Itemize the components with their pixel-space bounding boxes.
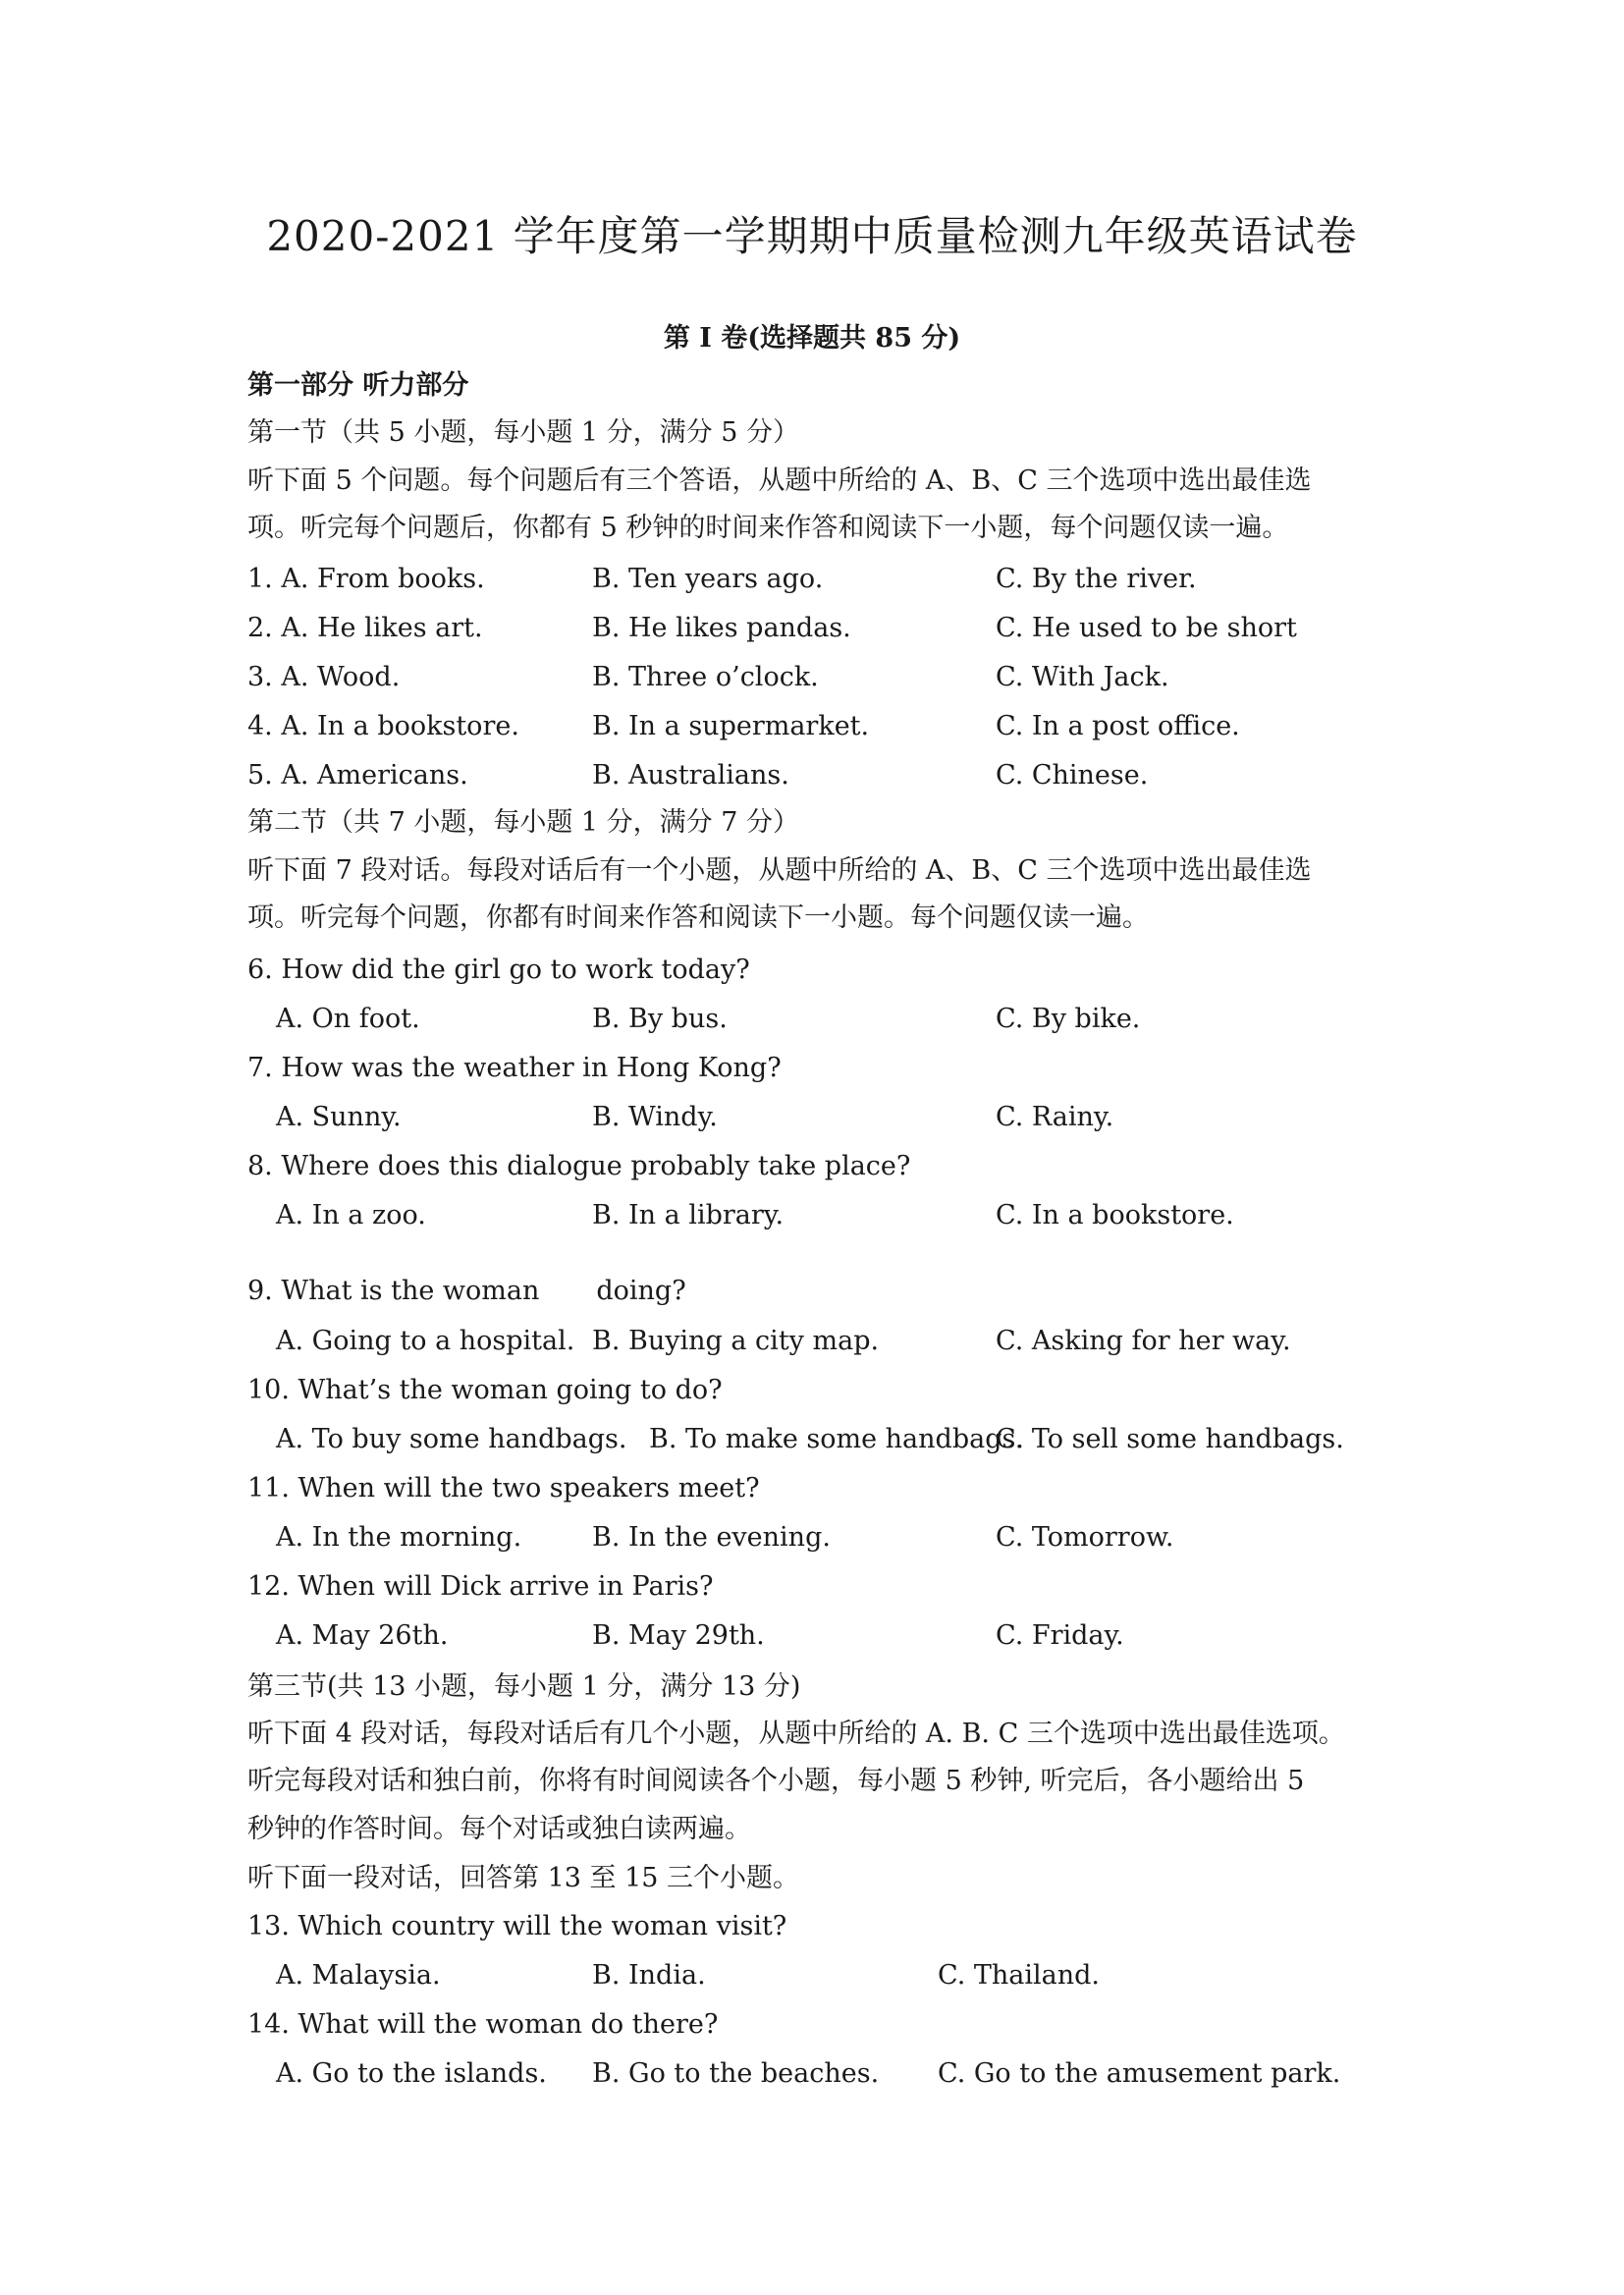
q9-option-b: B. Buying a city map. [592, 1326, 880, 1356]
q9-option-c: C. Asking for her way. [996, 1326, 1291, 1356]
q11-option-b: B. In the evening. [592, 1522, 831, 1553]
section3-instruction: 听下面一段对话，回答第 13 至 15 三个小题。 [247, 1863, 800, 1893]
q2-option-c: C. He used to be short [996, 613, 1297, 643]
q11-option-c: C. Tomorrow. [996, 1522, 1174, 1553]
q10-option-a: A. To buy some handbags. [276, 1424, 627, 1454]
q13-option-a: A. Malaysia. [276, 1960, 441, 1991]
q1-option-a: 1. A. From books. [247, 564, 485, 594]
section2-instruction: 听下面 7 段对话。每段对话后有一个小题，从题中所给的 A、B、C 三个选项中选出最佳选 [247, 855, 1312, 886]
q14-option-a: A. Go to the islands. [276, 2058, 547, 2089]
q9-stem-part: doing? [596, 1276, 686, 1306]
q4-option-a: 4. A. In a bookstore. [247, 711, 519, 741]
exam-title: 2020-2021 学年度第一学期期中质量检测九年级英语试卷 [266, 212, 1358, 260]
q2-option-a: 2. A. He likes art. [247, 613, 483, 643]
q5-option-b: B. Australians. [592, 760, 789, 791]
section3-instruction: 听下面 4 段对话，每段对话后有几个小题，从题中所给的 A. B. C 三个选项中选出最佳选项。 [247, 1719, 1345, 1749]
q8-stem: 8. Where does this dialogue probably take place? [247, 1151, 911, 1181]
section3-heading: 第三节(共 13 小题，每小题 1 分，满分 13 分) [247, 1671, 801, 1702]
section3-instruction: 听完每段对话和独白前，你将有时间阅读各个小题，每小题 5 秒钟, 听完后，各小题给出 5 [247, 1766, 1305, 1796]
section2-instruction: 项。听完每个问题，你都有时间来作答和阅读下一小题。每个问题仅读一遍。 [247, 902, 1149, 933]
q1-option-b: B. Ten years ago. [592, 564, 824, 594]
q5-option-a: 5. A. Americans. [247, 760, 468, 791]
q4-option-b: B. In a supermarket. [592, 711, 870, 741]
q10-option-c: C. To sell some handbags. [996, 1424, 1344, 1454]
q10-option-b: B. To make some handbags. [649, 1424, 1024, 1454]
q8-option-a: A. In a zoo. [276, 1200, 426, 1230]
q6-option-b: B. By bus. [592, 1004, 728, 1034]
q14-option-c: C. Go to the amusement park. [938, 2058, 1341, 2089]
q9-stem [247, 1276, 686, 1306]
q12-option-c: C. Friday. [996, 1620, 1124, 1651]
section3-instruction: 秒钟的作答时间。每个对话或独白读两遍。 [247, 1814, 751, 1844]
part-heading: 第一部分 听力部分 [247, 370, 469, 401]
q12-stem: 12. When will Dick arrive in Paris? [247, 1571, 714, 1602]
q4-option-c: C. In a post office. [996, 711, 1240, 741]
q1-option-c: C. By the river. [996, 564, 1197, 594]
volume-heading: 第 I 卷(选择题共 85 分) [663, 323, 961, 354]
q13-option-c: C. Thailand. [938, 1960, 1100, 1991]
q14-stem: 14. What will the woman do there? [247, 2009, 719, 2040]
q7-option-a: A. Sunny. [276, 1102, 402, 1132]
section1-instruction: 项。听完每个问题后，你都有 5 秒钟的时间来作答和阅读下一小题，每个问题仅读一遍。 [247, 513, 1289, 543]
q8-option-c: C. In a bookstore. [996, 1200, 1234, 1230]
q7-option-b: B. Windy. [592, 1102, 718, 1132]
q9-option-a: A. Going to a hospital. [276, 1326, 575, 1356]
q13-stem: 13. Which country will the woman visit? [247, 1911, 787, 1941]
section1-instruction: 听下面 5 个问题。每个问题后有三个答语，从题中所给的 A、B、C 三个选项中选出最佳选 [247, 465, 1312, 496]
q8-option-b: B. In a library. [592, 1200, 785, 1230]
q6-option-a: A. On foot. [276, 1004, 420, 1034]
q2-option-b: B. He likes pandas. [592, 613, 851, 643]
q3-option-a: 3. A. Wood. [247, 662, 401, 692]
q7-option-c: C. Rainy. [996, 1102, 1114, 1132]
q9-stem-part: 9. What is the woman [247, 1276, 540, 1306]
section2-heading: 第二节（共 7 小题，每小题 1 分，满分 7 分） [247, 807, 800, 838]
q14-option-b: B. Go to the beaches. [592, 2058, 880, 2089]
section1-heading: 第一节（共 5 小题，每小题 1 分，满分 5 分） [247, 417, 800, 448]
q7-stem: 7. How was the weather in Hong Kong? [247, 1053, 782, 1083]
q3-option-b: B. Three o’clock. [592, 662, 819, 692]
q3-option-c: C. With Jack. [996, 662, 1169, 692]
q6-option-c: C. By bike. [996, 1004, 1141, 1034]
q12-option-b: B. May 29th. [592, 1620, 765, 1651]
q11-option-a: A. In the morning. [276, 1522, 522, 1553]
q10-stem: 10. What’s the woman going to do? [247, 1375, 723, 1405]
q5-option-c: C. Chinese. [996, 760, 1149, 791]
q13-option-b: B. India. [592, 1960, 706, 1991]
q12-option-a: A. May 26th. [276, 1620, 449, 1651]
q11-stem: 11. When will the two speakers meet? [247, 1473, 760, 1503]
q6-stem: 6. How did the girl go to work today? [247, 955, 750, 985]
